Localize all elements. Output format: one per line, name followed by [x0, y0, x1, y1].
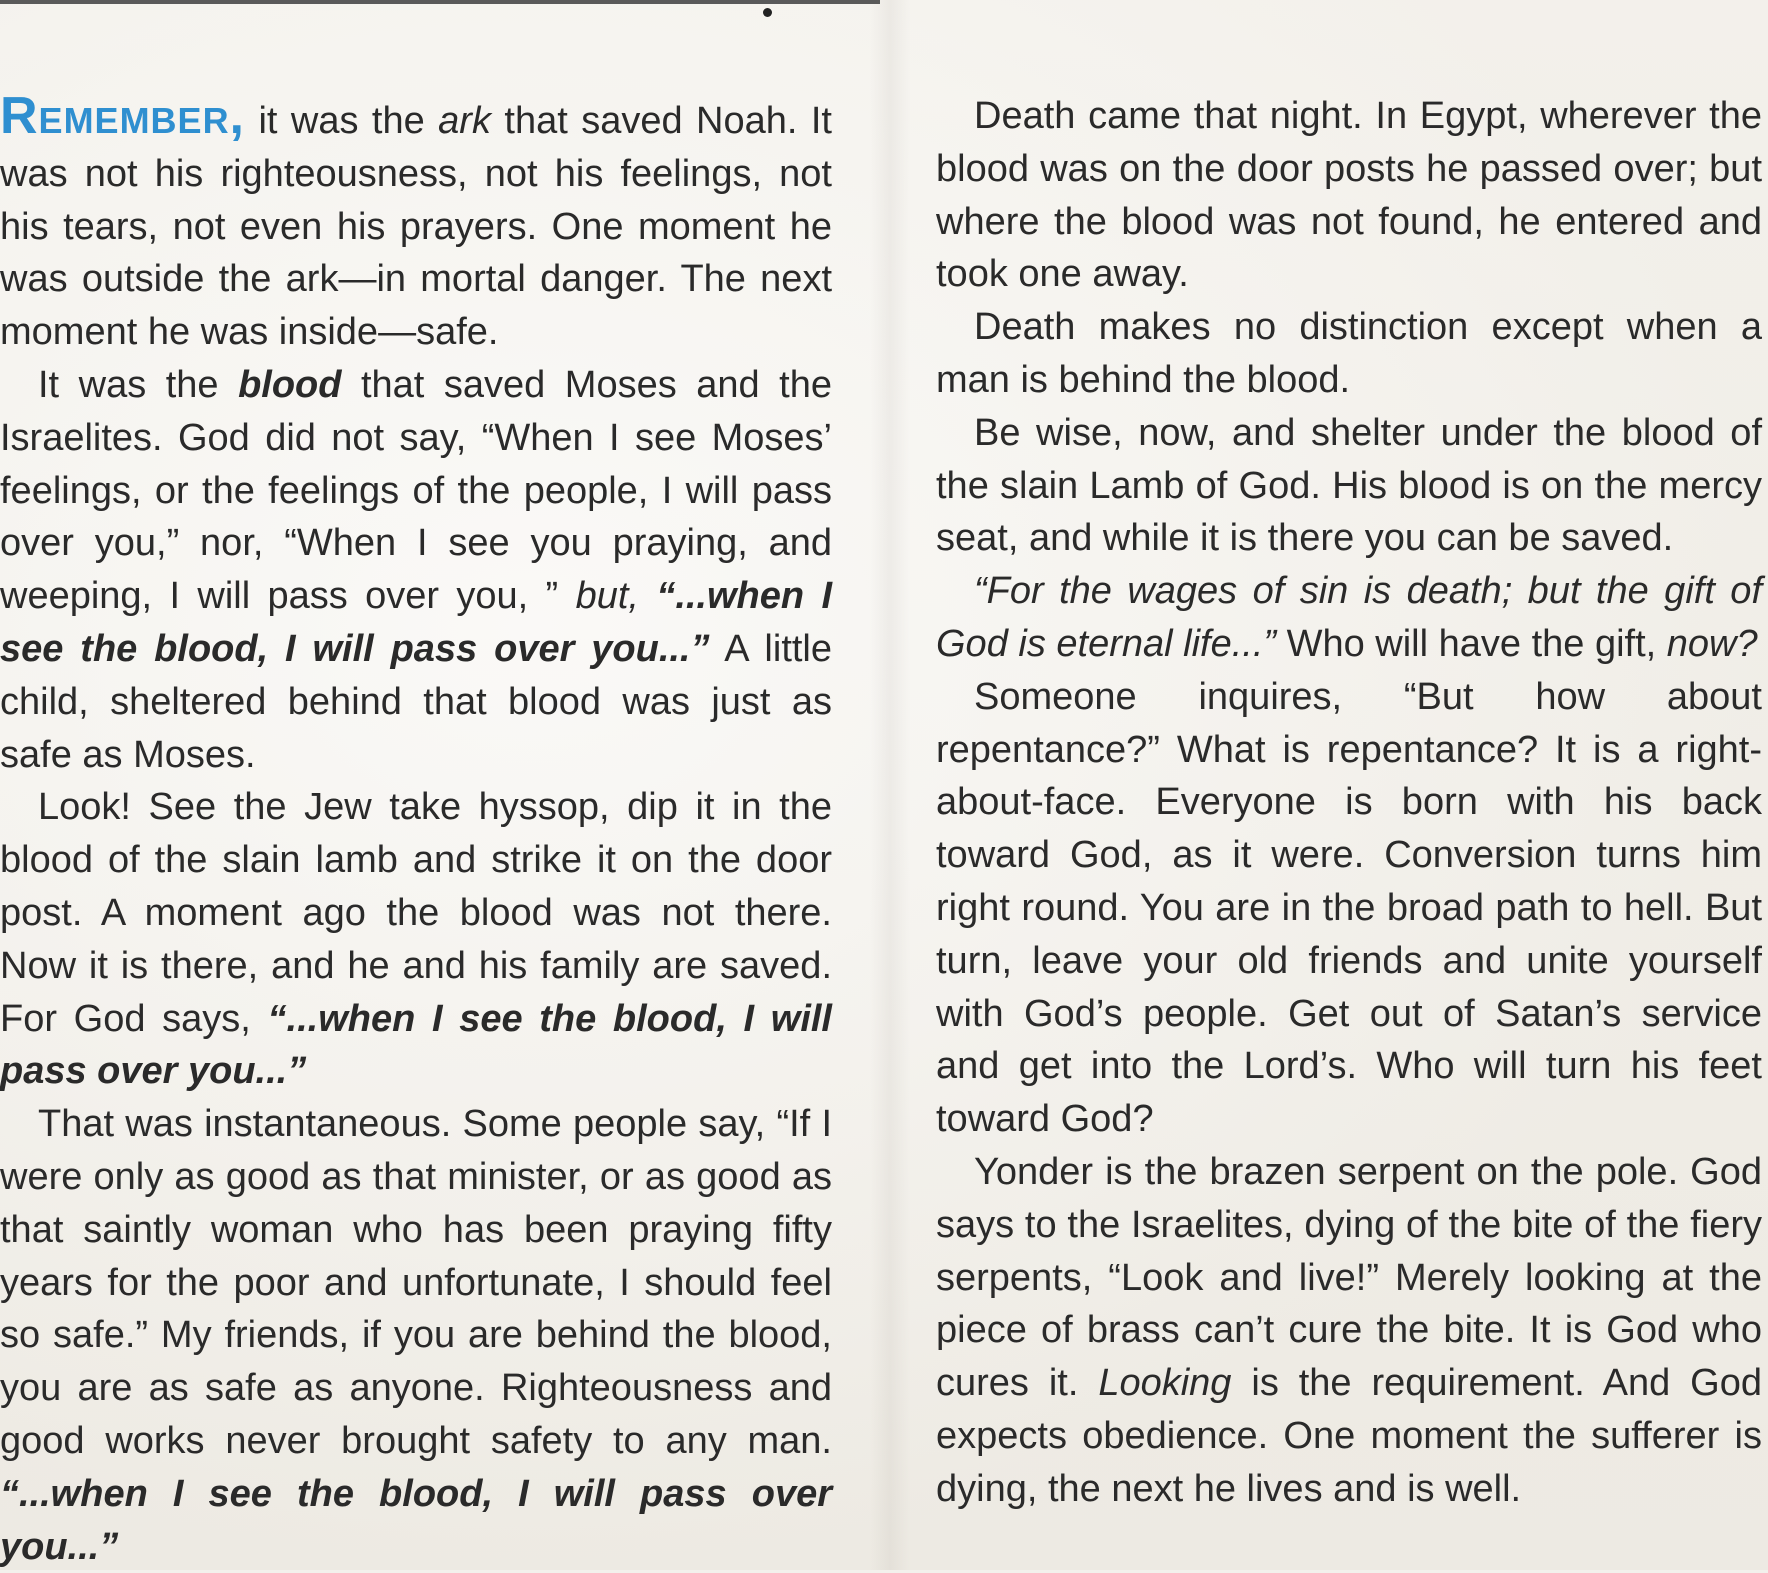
paragraph-death-came: Death came that night. In Egypt, wherever the blood was on the door posts he passed over; but where the blood was not found, he entered and took one away.	[936, 95, 1762, 296]
text-run: is the requirement. And God expects obedience. One moment the sufferer is dying, the next he lives and is well.	[936, 1362, 1762, 1510]
emphasis-looking: Looking	[1098, 1362, 1232, 1405]
page-fold	[870, 0, 910, 1570]
emphasis-now: now?	[1666, 622, 1758, 665]
scripture-quote: “...when I see the blood, I will pass over you...”	[0, 575, 833, 670]
scripture-quote: “...when I see the blood, I will pass over you...”	[0, 1472, 832, 1568]
paragraph-be-wise: Be wise, now, and shelter under the blood of the slain Lamb of God. His blood is on the mercy seat, and while it is there you can be saved.	[936, 411, 1762, 560]
paragraph-repentance: Someone inquires, “But how about repentance?” What is repentance? It is a right-about-face. Everyone is born with his back toward God, as it were. Conversion turns him right round. You are in the broad path to hell. But turn, leave your old friends and unite yourself with God’s people. Get out of Satan’s service and get into the Lord’s. Who will turn his feet toward God?	[936, 675, 1762, 1141]
paragraph-hyssop	[0, 781, 832, 1098]
text-run: Look! See the Jew take hyssop, dip it in the blood of the slain lamb and strike it on the door post. A moment ago the blood was not there. Now it is there, and he and his family are saved. For God says,	[0, 786, 832, 1040]
paragraph-distinction: Death makes no distinction except when a man is behind the blood.	[936, 306, 1762, 401]
paragraph-brazen-serpent	[936, 1146, 1762, 1516]
scripture-quote: “For the wages of sin is death; but the gift of God is eternal life...”	[936, 570, 1762, 665]
text-run: That was instantaneous. Some people say, “If I were only as good as that minister, or as good as that saintly woman who has been praying fifty years for the poor and unfortunate, I should feel so safe.” My friends, if you are behind the blood, you are as safe as anyone. Righteousness and good works never brought safety to any man.	[0, 1103, 832, 1462]
emphasis-ark: ark	[438, 100, 491, 142]
paragraph-wages-of-sin	[936, 565, 1762, 671]
scripture-quote: “...when I see the blood, I will pass over you...”	[0, 997, 832, 1093]
text-run: Yonder is the brazen serpent on the pole. God says to the Israelites, dying of the bite of the fiery serpents, “Look and live!” Merely looking at the piece of brass can’t cure the bite. It is God who cures it.	[936, 1150, 1762, 1405]
emphasis-blood: blood	[238, 363, 342, 406]
text-run: Who will have the gift,	[1276, 622, 1667, 665]
text-run: it was the	[245, 100, 439, 142]
top-rule	[0, 0, 880, 4]
paragraph-ark	[0, 87, 832, 359]
left-column	[0, 87, 833, 1573]
paragraph-instantaneous	[0, 1098, 832, 1573]
text-run: that saved Moses and the Israelites. God did not say, “When I see Moses’ feelings, or the feelings of the people, I will pass over you,” nor, “When I see you praying, and weeping, I will pass over you, ”	[0, 363, 832, 618]
text-run: that saved Noah. It was not his righteousness, not his feelings, not his tears, not even his prayers. One moment he was outside the ark—in mortal danger. The next moment he was inside—safe.	[0, 100, 832, 354]
right-column	[936, 90, 1762, 1516]
paragraph-blood	[0, 359, 832, 781]
text-run: It was the	[38, 363, 239, 406]
remember-lead: Remember,	[0, 87, 246, 145]
emphasis-but: but,	[558, 575, 657, 618]
text-run: A little child, sheltered behind that blood was just as safe as Moses.	[0, 627, 833, 776]
print-speck	[763, 8, 772, 17]
